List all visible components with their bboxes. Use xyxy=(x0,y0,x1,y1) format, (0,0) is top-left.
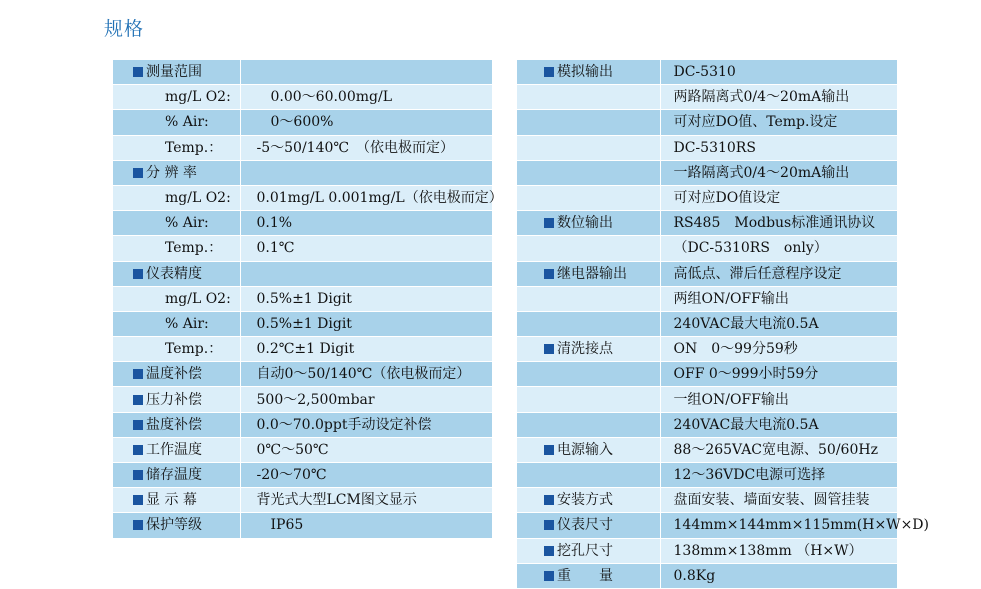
spec-value: 0.1℃ xyxy=(240,236,492,261)
spec-row xyxy=(517,160,897,185)
spec-label: Temp.： xyxy=(165,341,223,358)
spec-label-cell xyxy=(517,337,660,362)
square-bullet-icon xyxy=(133,445,143,455)
spec-label: 挖孔尺寸 xyxy=(557,542,613,559)
spec-label-cell xyxy=(517,261,660,286)
spec-value xyxy=(240,160,492,185)
spec-label: 工作温度 xyxy=(146,441,202,458)
spec-value: 0.1% xyxy=(240,211,492,236)
spec-value: 0.2℃±1 Digit xyxy=(240,337,492,362)
square-bullet-icon xyxy=(544,520,554,530)
square-bullet-icon xyxy=(544,445,554,455)
spec-value: 12～36VDC电源可选择 xyxy=(660,463,897,488)
spec-row xyxy=(517,60,897,85)
spec-label: 分 辨 率 xyxy=(146,164,197,181)
spec-value: 两路隔离式0/4～20mA输出 xyxy=(660,85,897,110)
spec-label-cell xyxy=(517,488,660,513)
spec-label: 电源输入 xyxy=(557,441,613,458)
spec-value: RS485 Modbus标准通讯协议 xyxy=(660,211,897,236)
spec-row xyxy=(517,463,897,488)
spec-label: 测量范围 xyxy=(146,64,202,81)
square-bullet-icon xyxy=(544,546,554,556)
spec-value xyxy=(240,60,492,85)
spec-label-cell xyxy=(517,412,660,437)
spec-row xyxy=(517,261,897,286)
spec-label-cell xyxy=(113,135,240,160)
spec-label: 温度补偿 xyxy=(146,366,202,383)
square-bullet-icon xyxy=(133,495,143,505)
spec-label: 继电器输出 xyxy=(557,265,627,282)
spec-value: 144mm×144mm×115mm(H×W×D) xyxy=(660,513,897,538)
square-bullet-icon xyxy=(544,495,554,505)
spec-row xyxy=(113,236,492,261)
spec-label: Temp.： xyxy=(165,240,223,257)
spec-row xyxy=(113,362,492,387)
spec-label: 盐度补偿 xyxy=(146,416,202,433)
spec-label-cell xyxy=(113,236,240,261)
spec-value: 240VAC最大电流0.5A xyxy=(660,311,897,336)
spec-label-cell xyxy=(113,311,240,336)
spec-value: OFF 0～999小时59分 xyxy=(660,362,897,387)
spec-row xyxy=(517,513,897,538)
spec-row xyxy=(113,311,492,336)
spec-value: 0.5%±1 Digit xyxy=(240,286,492,311)
spec-row xyxy=(113,85,492,110)
spec-value: 138mm×138mm （H×W） xyxy=(660,538,897,563)
square-bullet-icon xyxy=(133,67,143,77)
spec-label-cell xyxy=(113,513,240,538)
spec-row xyxy=(113,513,492,538)
spec-row xyxy=(113,160,492,185)
spec-table-right xyxy=(517,60,929,589)
spec-row xyxy=(517,85,897,110)
spec-label-cell xyxy=(517,387,660,412)
spec-label-cell xyxy=(517,463,660,488)
square-bullet-icon xyxy=(133,168,143,178)
spec-row xyxy=(113,337,492,362)
spec-value: -20～70℃ xyxy=(240,463,492,488)
spec-row xyxy=(517,362,897,387)
spec-label-cell xyxy=(517,160,660,185)
spec-label: mg/L O2: xyxy=(165,89,231,106)
spec-row xyxy=(113,110,492,135)
spec-label-cell xyxy=(517,563,660,588)
spec-value: ON 0～99分59秒 xyxy=(660,337,897,362)
spec-label: 仪表尺寸 xyxy=(557,517,613,534)
spec-label: 模拟输出 xyxy=(557,64,613,81)
spec-label-cell xyxy=(113,160,240,185)
spec-label-cell xyxy=(517,85,660,110)
spec-value: -5～50/140℃ （依电极而定） xyxy=(240,135,492,160)
spec-label-cell xyxy=(113,412,240,437)
spec-label-cell xyxy=(113,387,240,412)
spec-value: 0.5%±1 Digit xyxy=(240,311,492,336)
spec-label: % Air: xyxy=(165,215,209,232)
spec-label-cell xyxy=(517,135,660,160)
spec-value: 0℃～50℃ xyxy=(240,437,492,462)
square-bullet-icon xyxy=(544,269,554,279)
spec-row xyxy=(517,488,897,513)
spec-label-cell xyxy=(517,513,660,538)
spec-row xyxy=(113,437,492,462)
spec-value: 500～2,500mbar xyxy=(240,387,492,412)
spec-value: 可对应DO值、Temp.设定 xyxy=(660,110,897,135)
spec-row xyxy=(517,110,897,135)
spec-label-cell xyxy=(113,286,240,311)
spec-row xyxy=(517,286,897,311)
spec-row xyxy=(113,488,492,513)
spec-label-cell xyxy=(113,211,240,236)
spec-label-cell xyxy=(517,236,660,261)
spec-row xyxy=(517,311,897,336)
spec-value: 0.01mg/L 0.001mg/L（依电极而定） xyxy=(240,185,492,210)
square-bullet-icon xyxy=(133,369,143,379)
spec-label-cell xyxy=(517,211,660,236)
spec-row xyxy=(113,261,492,286)
spec-row xyxy=(517,211,897,236)
spec-table-left xyxy=(113,60,503,539)
spec-label-cell xyxy=(113,60,240,85)
spec-value: 0.0～70.0ppt手动设定补偿 xyxy=(240,412,492,437)
spec-label: 显 示 幕 xyxy=(146,492,197,509)
square-bullet-icon xyxy=(133,470,143,480)
square-bullet-icon xyxy=(133,269,143,279)
spec-label: % Air: xyxy=(165,315,209,332)
spec-value: 88～265VAC宽电源、50/60Hz xyxy=(660,437,897,462)
spec-value: DC-5310 xyxy=(660,60,897,85)
spec-value: IP65 xyxy=(240,513,492,538)
spec-label: 清洗接点 xyxy=(557,341,613,358)
square-bullet-icon xyxy=(133,420,143,430)
spec-label-cell xyxy=(113,110,240,135)
spec-label: 保护等级 xyxy=(146,517,202,534)
spec-row xyxy=(113,463,492,488)
spec-label: 重 量 xyxy=(557,567,613,584)
spec-value: DC-5310RS xyxy=(660,135,897,160)
spec-row xyxy=(113,185,492,210)
spec-label: mg/L O2: xyxy=(165,190,231,207)
spec-row xyxy=(517,437,897,462)
spec-label-cell xyxy=(113,337,240,362)
spec-label-cell xyxy=(517,538,660,563)
spec-row xyxy=(517,236,897,261)
page-title: 规格 xyxy=(104,18,145,40)
spec-label-cell xyxy=(517,110,660,135)
spec-row xyxy=(113,60,492,85)
spec-row xyxy=(517,563,897,588)
spec-label-cell xyxy=(517,437,660,462)
spec-value: 盘面安装、墙面安装、圆管挂装 xyxy=(660,488,897,513)
spec-label-cell xyxy=(113,488,240,513)
spec-label-cell xyxy=(113,85,240,110)
spec-row xyxy=(113,211,492,236)
spec-row xyxy=(517,538,897,563)
spec-label-cell xyxy=(113,437,240,462)
spec-row xyxy=(517,337,897,362)
square-bullet-icon xyxy=(133,395,143,405)
spec-value: 高低点、滞后任意程序设定 xyxy=(660,261,897,286)
spec-label: 安装方式 xyxy=(557,492,613,509)
spec-label-cell xyxy=(113,261,240,286)
spec-row xyxy=(113,387,492,412)
spec-value: 0.00～60.00mg/L xyxy=(240,85,492,110)
spec-value: 两组ON/OFF输出 xyxy=(660,286,897,311)
spec-label-cell xyxy=(517,362,660,387)
spec-value: 自动0～50/140℃（依电极而定） xyxy=(240,362,492,387)
spec-label: 储存温度 xyxy=(146,467,202,484)
spec-value: 可对应DO值设定 xyxy=(660,185,897,210)
spec-label: 压力补偿 xyxy=(146,391,202,408)
spec-row xyxy=(113,135,492,160)
spec-label-cell xyxy=(517,185,660,210)
spec-label-cell xyxy=(517,60,660,85)
spec-label-cell xyxy=(113,185,240,210)
spec-label: Temp.： xyxy=(165,139,223,156)
spec-label: mg/L O2: xyxy=(165,290,231,307)
spec-value: 一路隔离式0/4～20mA输出 xyxy=(660,160,897,185)
square-bullet-icon xyxy=(544,67,554,77)
spec-row xyxy=(517,412,897,437)
spec-label: 数位输出 xyxy=(557,215,613,232)
spec-row xyxy=(517,387,897,412)
spec-label-cell xyxy=(517,311,660,336)
spec-label-cell xyxy=(113,463,240,488)
spec-value xyxy=(240,261,492,286)
spec-row xyxy=(113,286,492,311)
spec-row xyxy=(113,412,492,437)
spec-value: 0.8Kg xyxy=(660,563,897,588)
spec-row xyxy=(517,135,897,160)
spec-label-cell xyxy=(113,362,240,387)
spec-value: 0～600% xyxy=(240,110,492,135)
square-bullet-icon xyxy=(133,520,143,530)
spec-value: （DC-5310RS only） xyxy=(660,236,897,261)
spec-value: 240VAC最大电流0.5A xyxy=(660,412,897,437)
square-bullet-icon xyxy=(544,344,554,354)
spec-value: 背光式大型LCM图文显示 xyxy=(240,488,492,513)
spec-value: 一组ON/OFF输出 xyxy=(660,387,897,412)
square-bullet-icon xyxy=(544,218,554,228)
square-bullet-icon xyxy=(544,571,554,581)
spec-label-cell xyxy=(517,286,660,311)
spec-label: 仪表精度 xyxy=(146,265,202,282)
spec-row xyxy=(517,185,897,210)
spec-label: % Air: xyxy=(165,114,209,131)
